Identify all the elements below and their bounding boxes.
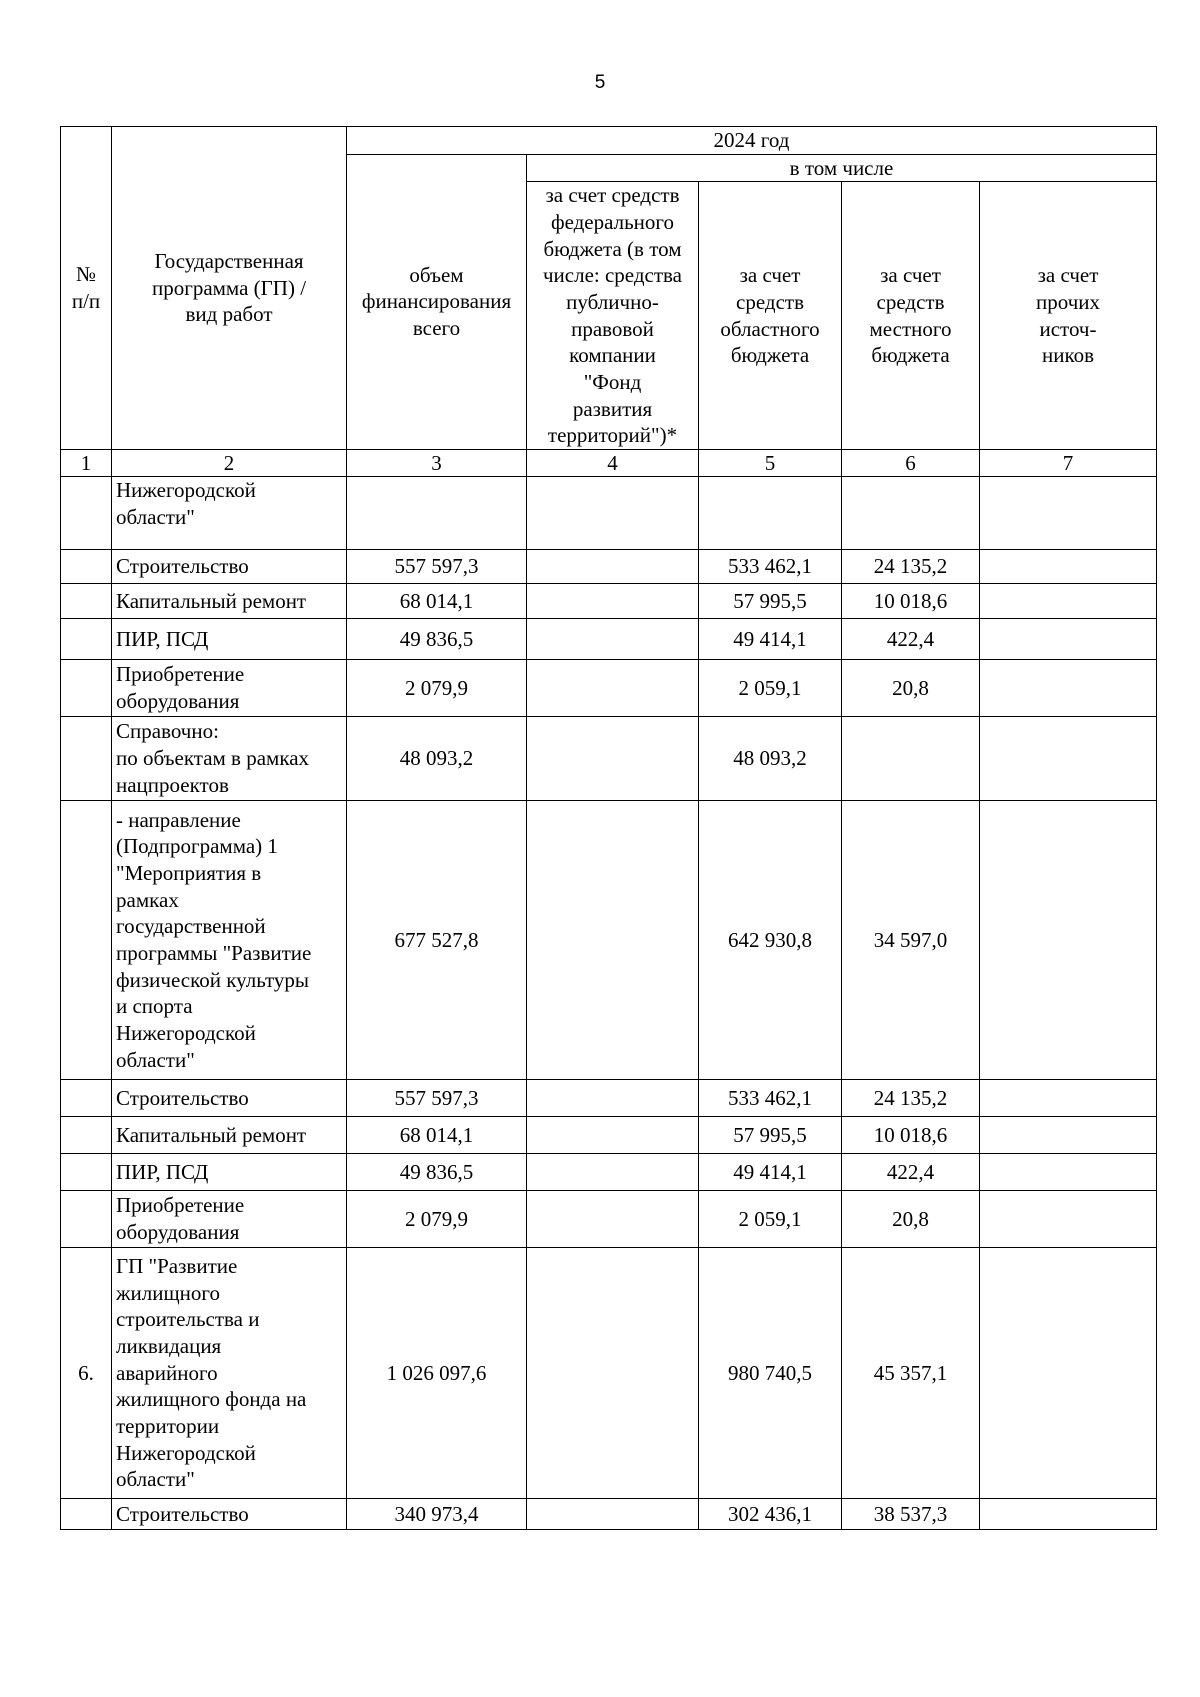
row-number — [61, 1153, 112, 1190]
financing-table — [60, 126, 1157, 1530]
row-number — [61, 1116, 112, 1153]
row-name: - направление (Подпрограмма) 1 "Мероприятия в рамках государственной программы "Развитие физической культуры и спорта Нижегородской области" — [112, 800, 347, 1079]
cell-total: 557 597,3 — [347, 549, 527, 583]
row-number — [61, 659, 112, 716]
row-name: Приобретение оборудования — [112, 1190, 347, 1247]
row-name: Капитальный ремонт — [112, 583, 347, 618]
row-number — [61, 549, 112, 583]
cell-total: 2 079,9 — [347, 1190, 527, 1247]
row-number — [61, 1498, 112, 1529]
cell-federal — [527, 1498, 699, 1529]
row-name: Капитальный ремонт — [112, 1116, 347, 1153]
cell-regional: 57 995,5 — [699, 1116, 842, 1153]
cell-local: 10 018,6 — [842, 583, 980, 618]
row-name: Строительство — [112, 1079, 347, 1116]
cell-local: 422,4 — [842, 1153, 980, 1190]
cell-federal — [527, 659, 699, 716]
cell-federal — [527, 1079, 699, 1116]
column-number: 7 — [980, 449, 1157, 476]
cell-total: 1 026 097,6 — [347, 1247, 527, 1498]
table-row — [61, 1116, 1157, 1153]
cell-local: 45 357,1 — [842, 1247, 980, 1498]
column-number: 3 — [347, 449, 527, 476]
column-number: 6 — [842, 449, 980, 476]
cell-total: 49 836,5 — [347, 618, 527, 659]
cell-regional: 48 093,2 — [699, 716, 842, 800]
row-number — [61, 476, 112, 549]
column-number: 1 — [61, 449, 112, 476]
cell-regional: 2 059,1 — [699, 1190, 842, 1247]
column-number: 4 — [527, 449, 699, 476]
cell-federal — [527, 1247, 699, 1498]
table-row — [61, 800, 1157, 1079]
header-number: № п/п — [61, 127, 112, 450]
header-program: Государственная программа (ГП) / вид работ — [112, 127, 347, 450]
cell-federal — [527, 1190, 699, 1247]
header-total: объем финансирования всего — [347, 154, 527, 449]
header-including: в том числе — [527, 154, 1157, 182]
column-number: 5 — [699, 449, 842, 476]
cell-total: 49 836,5 — [347, 1153, 527, 1190]
row-number: 6. — [61, 1247, 112, 1498]
cell-regional: 980 740,5 — [699, 1247, 842, 1498]
cell-other — [980, 549, 1157, 583]
cell-total — [347, 476, 527, 549]
cell-regional: 533 462,1 — [699, 549, 842, 583]
cell-federal — [527, 1153, 699, 1190]
row-name: ГП "Развитие жилищного строительства и ликвидация аварийного жилищного фонда на территории Нижегородской области" — [112, 1247, 347, 1498]
cell-other — [980, 618, 1157, 659]
cell-total: 48 093,2 — [347, 716, 527, 800]
cell-regional: 642 930,8 — [699, 800, 842, 1079]
table-row — [61, 1498, 1157, 1529]
cell-total: 2 079,9 — [347, 659, 527, 716]
cell-federal — [527, 1116, 699, 1153]
row-number — [61, 1190, 112, 1247]
cell-regional: 302 436,1 — [699, 1498, 842, 1529]
cell-other — [980, 1153, 1157, 1190]
cell-other — [980, 476, 1157, 549]
header-other: за счет прочих источ- ников — [980, 182, 1157, 450]
cell-other — [980, 1247, 1157, 1498]
cell-regional: 2 059,1 — [699, 659, 842, 716]
column-numbers-row — [61, 449, 1157, 476]
cell-federal — [527, 476, 699, 549]
cell-local — [842, 716, 980, 800]
cell-federal — [527, 549, 699, 583]
cell-federal — [527, 583, 699, 618]
cell-other — [980, 800, 1157, 1079]
row-number — [61, 1079, 112, 1116]
header-federal: за счет средств федерального бюджета (в том числе: средства публично- правовой компании "Фонд развития территорий")* — [527, 182, 699, 450]
cell-local: 34 597,0 — [842, 800, 980, 1079]
cell-local: 10 018,6 — [842, 1116, 980, 1153]
cell-local: 422,4 — [842, 618, 980, 659]
row-name: ПИР, ПСД — [112, 618, 347, 659]
row-name: Нижегородской области" — [112, 476, 347, 549]
table-row — [61, 476, 1157, 549]
row-name: Приобретение оборудования — [112, 659, 347, 716]
cell-federal — [527, 618, 699, 659]
header-regional: за счет средств областного бюджета — [699, 182, 842, 450]
row-name: Справочно: по объектам в рамках нацпроектов — [112, 716, 347, 800]
row-name: Строительство — [112, 549, 347, 583]
table-row — [61, 618, 1157, 659]
cell-total: 677 527,8 — [347, 800, 527, 1079]
row-name: Строительство — [112, 1498, 347, 1529]
table-row — [61, 583, 1157, 618]
row-name: ПИР, ПСД — [112, 1153, 347, 1190]
table-row — [61, 1247, 1157, 1498]
table-row — [61, 716, 1157, 800]
table-row — [61, 659, 1157, 716]
cell-federal — [527, 800, 699, 1079]
row-number — [61, 716, 112, 800]
table-row — [61, 549, 1157, 583]
column-number: 2 — [112, 449, 347, 476]
cell-local: 24 135,2 — [842, 549, 980, 583]
cell-total: 557 597,3 — [347, 1079, 527, 1116]
cell-local: 20,8 — [842, 1190, 980, 1247]
row-number — [61, 618, 112, 659]
cell-regional: 533 462,1 — [699, 1079, 842, 1116]
cell-other — [980, 716, 1157, 800]
cell-local: 20,8 — [842, 659, 980, 716]
cell-other — [980, 659, 1157, 716]
page-number: 5 — [594, 72, 606, 93]
cell-other — [980, 1116, 1157, 1153]
cell-federal — [527, 716, 699, 800]
header-year: 2024 год — [347, 127, 1157, 155]
table-row — [61, 1079, 1157, 1116]
cell-total: 68 014,1 — [347, 1116, 527, 1153]
cell-other — [980, 583, 1157, 618]
cell-regional: 49 414,1 — [699, 618, 842, 659]
cell-other — [980, 1498, 1157, 1529]
cell-local: 24 135,2 — [842, 1079, 980, 1116]
row-number — [61, 583, 112, 618]
cell-local: 38 537,3 — [842, 1498, 980, 1529]
table-row — [61, 1153, 1157, 1190]
cell-other — [980, 1190, 1157, 1247]
row-number — [61, 800, 112, 1079]
cell-regional: 49 414,1 — [699, 1153, 842, 1190]
cell-total: 68 014,1 — [347, 583, 527, 618]
header-local: за счет средств местного бюджета — [842, 182, 980, 450]
cell-regional: 57 995,5 — [699, 583, 842, 618]
cell-regional — [699, 476, 842, 549]
table-row — [61, 1190, 1157, 1247]
cell-local — [842, 476, 980, 549]
cell-other — [980, 1079, 1157, 1116]
cell-total: 340 973,4 — [347, 1498, 527, 1529]
